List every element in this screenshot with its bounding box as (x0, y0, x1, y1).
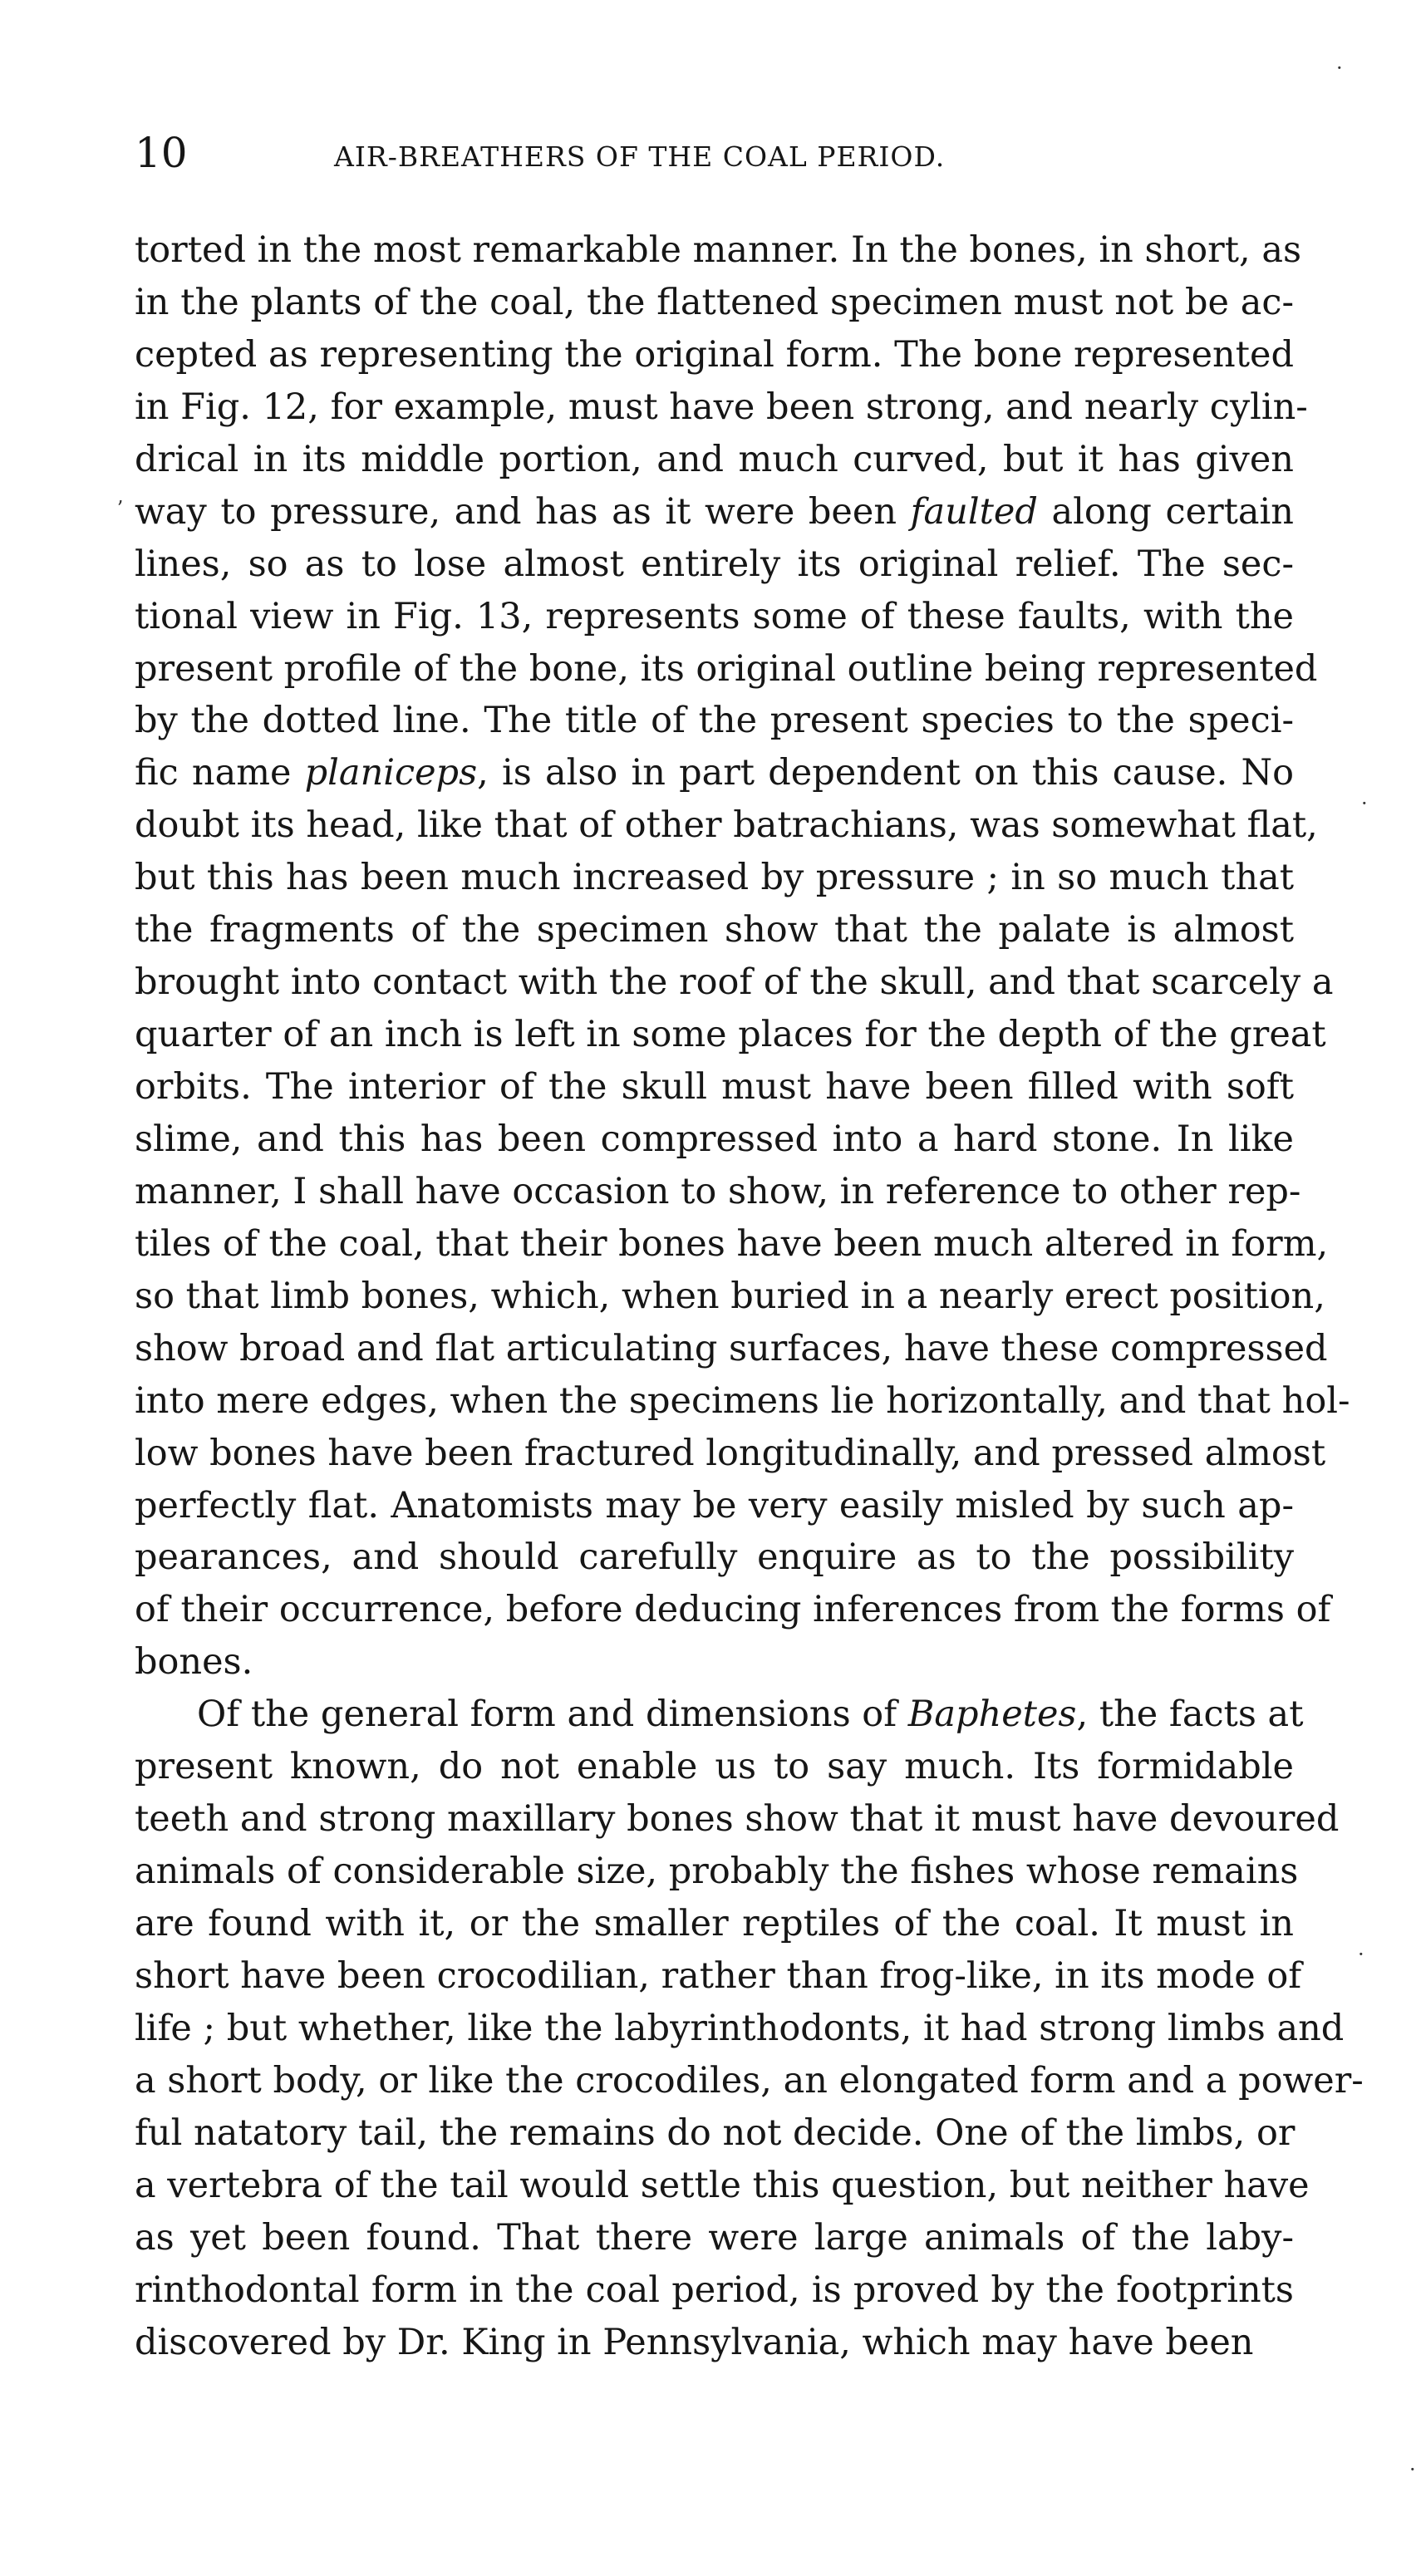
text-line: show broad and flat articulating surfaces, have these compressed (135, 1327, 1328, 1369)
text-line: a vertebra of the tail would settle this question, but neither have (135, 2164, 1310, 2206)
text-line: bones. (135, 1641, 253, 1684)
text-line: tional view in Fig. 13, represents some of these faults, with the (135, 595, 1294, 637)
running-title: AIR-BREATHERS OF THE COAL PERIOD. (334, 140, 946, 173)
text-line: discovered by Dr. King in Pennsylvania, which may have been (135, 2321, 1254, 2363)
text-line: ful natatory tail, the remains do not decide. One of the limbs, or (135, 2111, 1296, 2154)
text-line: way to pressure, and has as it were been faulted along certain (135, 490, 1294, 533)
text-line: low bones have been fractured longitudinally, and pressed almost (135, 1432, 1326, 1474)
text-line: perfectly flat. Anatomists may be very easily misled by such ap- (135, 1484, 1294, 1526)
text-line: so that limb bones, which, when buried in a nearly erect position, (135, 1275, 1325, 1317)
margin-dot: · (1361, 792, 1368, 815)
margin-dot: · (1358, 1943, 1364, 1966)
text-line: Of the general form and dimensions of Baphetes, the facts at (197, 1694, 1304, 1736)
text-line: manner, I shall have occasion to show, in reference to other rep- (135, 1170, 1301, 1212)
text-line: teeth and strong maxillary bones show that it must have devoured (135, 1798, 1340, 1841)
margin-dot: · (1409, 2458, 1416, 2481)
text-line: as yet been found. That there were large animals of the laby- (135, 2216, 1294, 2259)
margin-tick: ʼ (116, 497, 123, 520)
text-line: short have been crocodilian, rather than frog-like, in its mode of (135, 1954, 1302, 1997)
body-text (135, 224, 1364, 2368)
text-line: doubt its head, like that of other batrachians, was somewhat flat, (135, 804, 1318, 847)
text-line: orbits. The interior of the skull must have been filled with soft (135, 1066, 1294, 1108)
text-line: quarter of an inch is left in some places for the depth of the great (135, 1014, 1326, 1056)
text-line: slime, and this has been compressed into a hard stone. In like (135, 1118, 1294, 1160)
text-line: animals of considerable size, probably the fishes whose remains (135, 1851, 1299, 1893)
page-number: 10 (135, 129, 188, 177)
text-line: tiles of the coal, that their bones have been much altered in form, (135, 1222, 1329, 1265)
text-line: lines, so as to lose almost entirely its original relief. The sec- (135, 543, 1294, 585)
text-line: the fragments of the specimen show that the palate is almost (135, 909, 1294, 951)
text-line: in the plants of the coal, the flattened specimen must not be ac- (135, 281, 1294, 323)
text-line: by the dotted line. The title of the present species to the speci- (135, 700, 1294, 742)
text-line: torted in the most remarkable manner. In the bones, in short, as (135, 229, 1302, 271)
text-line: but this has been much increased by pressure ; in so much that (135, 857, 1294, 899)
text-line: pearances, and should carefully enquire as to the possibility (135, 1536, 1294, 1579)
text-line: present profile of the bone, its original outline being represented (135, 647, 1318, 690)
text-line: life ; but whether, like the labyrinthodonts, it had strong limbs and (135, 2007, 1345, 2049)
margin-dot: · (1336, 57, 1343, 80)
text-line: present known, do not enable us to say much. Its formidable (135, 1746, 1294, 1788)
text-line: fic name planiceps, is also in part dependent on this cause. No (135, 752, 1294, 794)
text-line: in Fig. 12, for example, must have been strong, and nearly cylin- (135, 386, 1308, 428)
text-line: a short body, or like the crocodiles, an elongated form and a power- (135, 2059, 1364, 2102)
text-line: brought into contact with the roof of the skull, and that scarcely a (135, 961, 1334, 1004)
text-line: into mere edges, when the specimens lie horizontally, and that hol- (135, 1379, 1350, 1422)
text-line: drical in its middle portion, and much curved, but it has given (135, 438, 1294, 480)
text-line: of their occurrence, before deducing inferences from the forms of (135, 1589, 1331, 1631)
running-head (135, 128, 1294, 186)
text-line: cepted as representing the original form. The bone represented (135, 333, 1294, 376)
text-line: are found with it, or the smaller reptiles of the coal. It must in (135, 1903, 1294, 1944)
text-line: rinthodontal form in the coal period, is proved by the footprints (135, 2269, 1294, 2311)
